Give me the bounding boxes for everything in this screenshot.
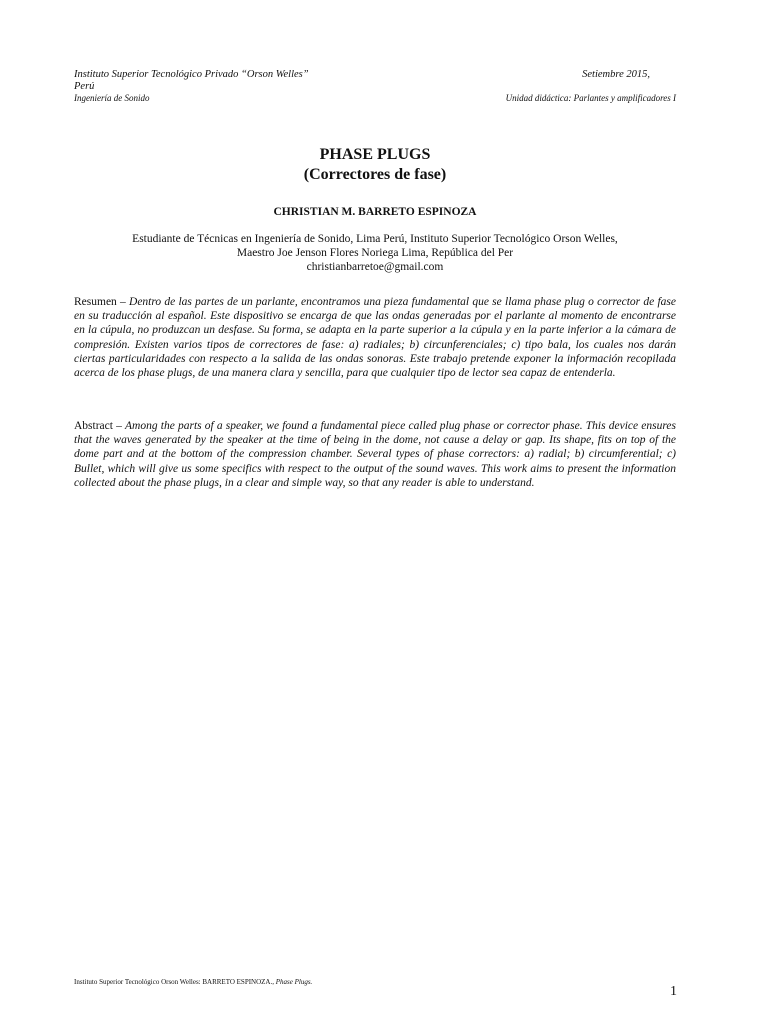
resumen-lead: Resumen – — [74, 296, 130, 308]
header-row-secondary — [74, 93, 676, 104]
resumen-text: Dentro de las partes de un parlante, encontramos una pieza fundamental que se llama phase plug o corrector de fase en su traducción al español. Este dispositivo se encarga de que las ondas generadas por el parlante al momento de encontrarse en la cúpula, no produzcan un desfase. Su forma, se adapta en la parte superior a la cúpula y en la parte inferior a la cámara de compresión. Existen varios tipos de correctores de fase: a) radiales; b) circunferenciales; c) tipo bala, los cuales nos darán ciertas particularidades con respecto a la salida de las ondas sonoras. Este trabajo pretende exponer la información recopilada acerca de los phase plugs, de una manera clara y sencilla, para que cualquier tipo de lector sea capaz de entenderla. — [74, 296, 676, 380]
abstract-text: Among the parts of a speaker, we found a fundamental piece called plug phase or corrector phase. This device ensures that the waves generated by the speaker at the time of being in the dome, not cause a delay or gap. Its shape, fits on top of the dome part and at the bottom of the compression chamber. Several types of phase correctors: a) radial; b) circumferential; c) Bullet, which will give us some specifics with respect to the output of the sound waves. This work aims to present the information collected about the phase plugs, in a clear and simple way, so that any reader is able to understand. — [74, 420, 676, 489]
header-program: Ingeniería de Sonido — [74, 93, 150, 103]
abstract-lead: Abstract – — [74, 420, 126, 432]
paper-subtitle: (Correctores de fase) — [303, 166, 447, 183]
page-footer — [74, 978, 312, 987]
page-header — [74, 69, 676, 104]
footer-emphasis: Phase Plugs. — [275, 978, 313, 986]
abstract-paragraph — [74, 419, 676, 490]
header-country: Perú — [74, 81, 95, 92]
author-email: christianbarretoe@gmail.com — [306, 261, 444, 273]
page-number: 1 — [670, 984, 677, 999]
resumen-paragraph — [74, 295, 676, 380]
header-institution: Instituto Superior Tecnológico Privado “Orson Welles” — [74, 69, 309, 80]
header-institution-block — [74, 69, 374, 93]
header-unit: Unidad didáctica: Parlantes y amplificadores I — [505, 93, 676, 103]
paper-author: CHRISTIAN M. BARRETO ESPINOZA — [273, 206, 477, 218]
affiliation-line-1: Estudiante de Técnicas en Ingeniería de Sonido, Lima Perú, Instituto Superior Tecnológico Orson Welles, — [132, 233, 618, 245]
author-affiliation — [74, 232, 676, 274]
title-block — [74, 145, 676, 184]
header-row-primary — [74, 69, 676, 93]
header-date: Setiembre 2015, — [582, 69, 650, 80]
footer-text: Instituto Superior Tecnológico Orson Welles: BARRETO ESPINOZA., — [74, 978, 274, 986]
affiliation-line-2: Maestro Joe Jenson Flores Noriega Lima, República del Per — [236, 247, 514, 259]
paper-title: PHASE PLUGS — [319, 146, 431, 163]
